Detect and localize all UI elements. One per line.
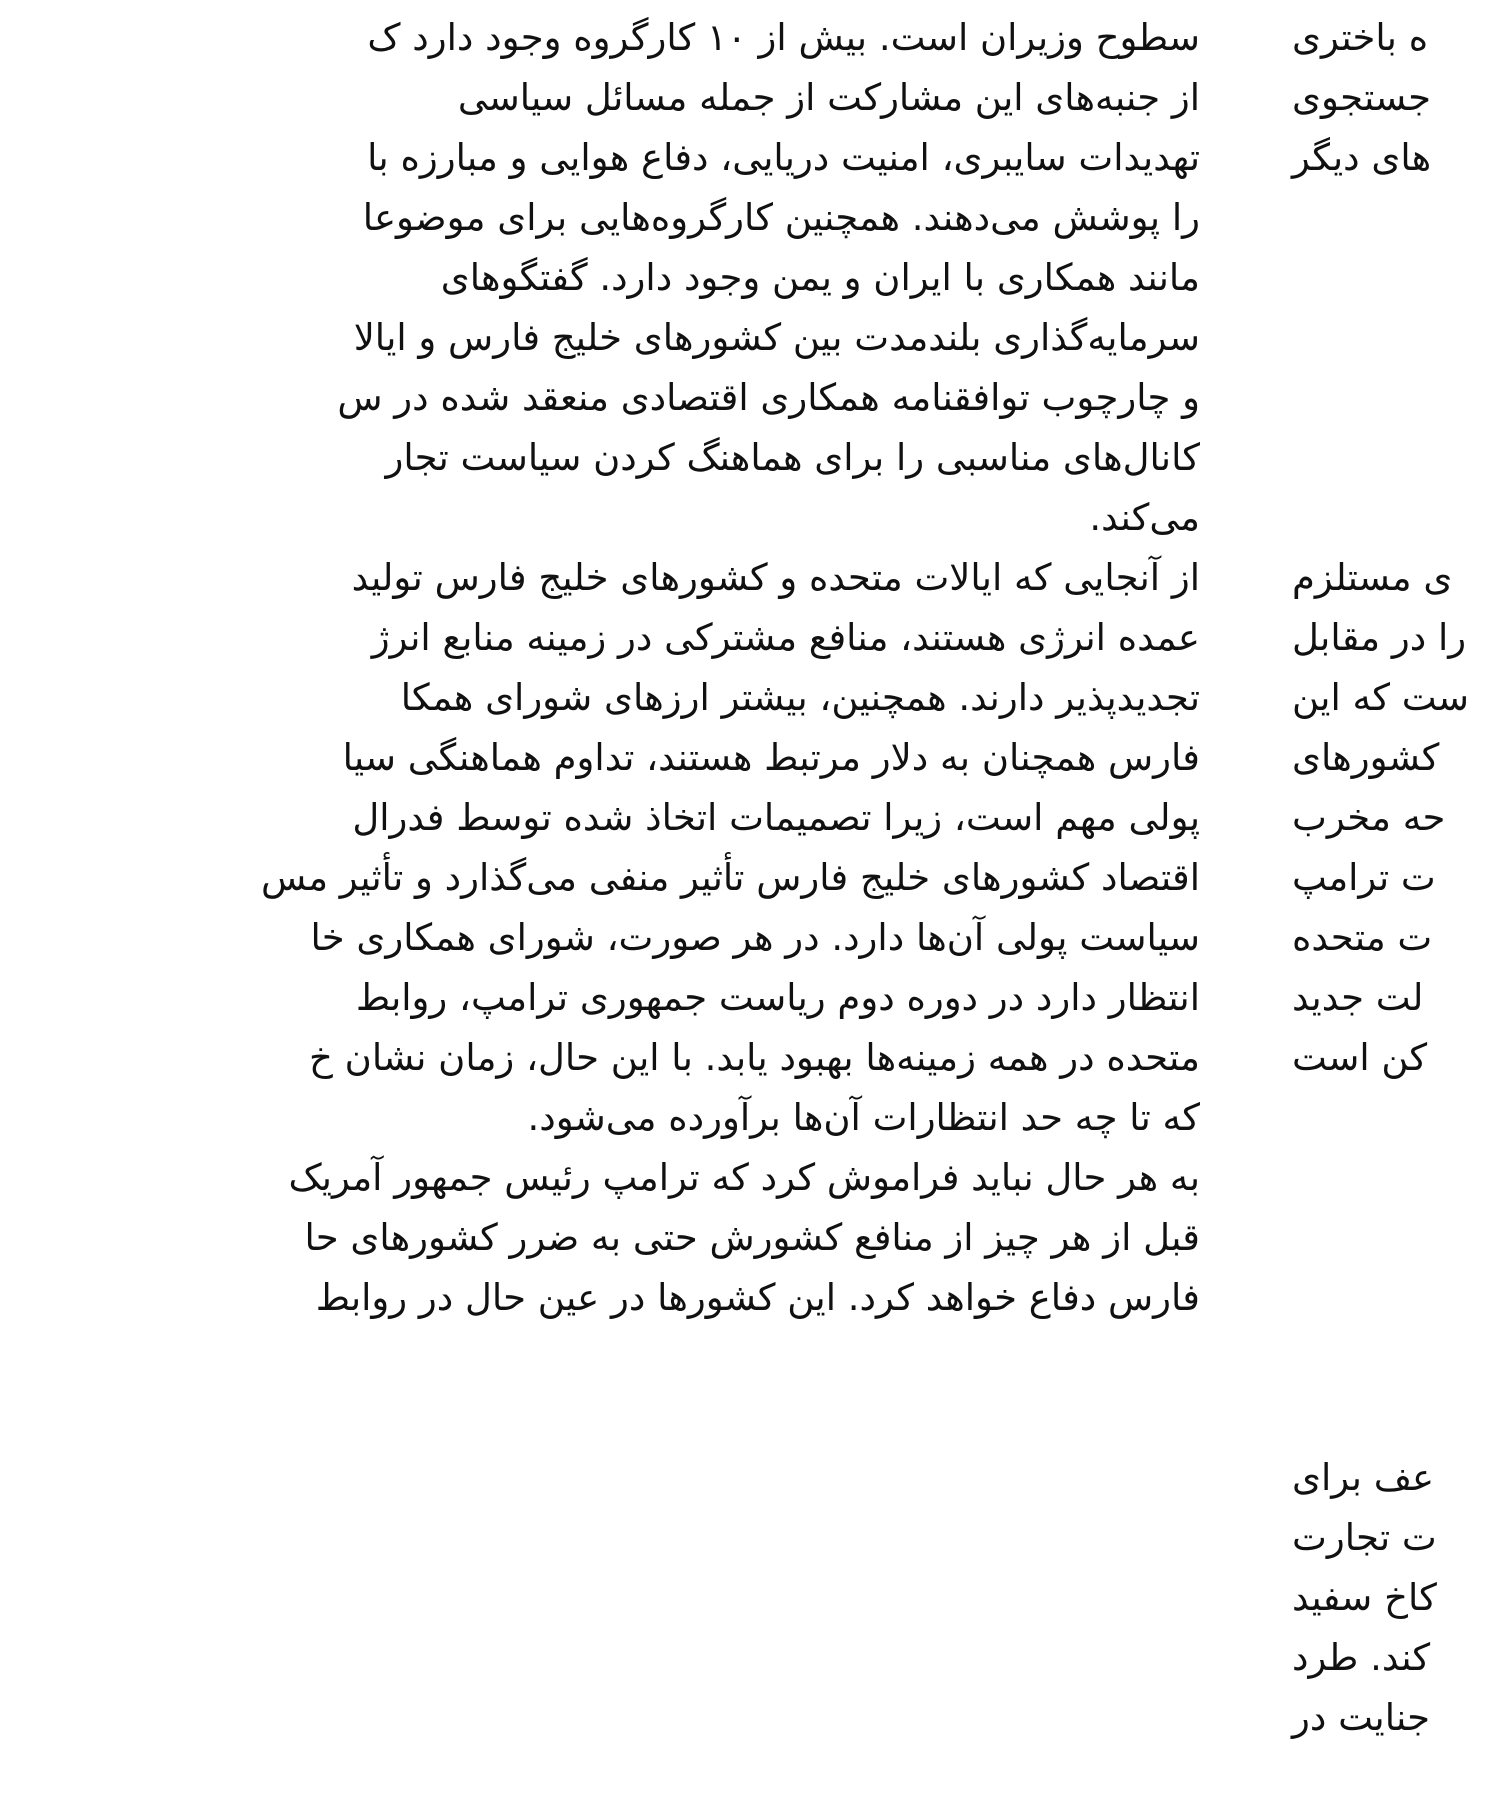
side-text-fragment: کشورهای (1292, 736, 1440, 779)
text-line: می‌کند. (1089, 496, 1200, 539)
text-line: کانال‌های مناسبی را برای هماهنگ کردن سیاست تجار (385, 436, 1200, 479)
side-text-fragment: را در مقابل (1292, 616, 1467, 659)
text-line: سیاست پولی آن‌ها دارد. در هر صورت، شورای همکاری خا (310, 916, 1200, 959)
text-line: از آنجایی که ایالات متحده و کشورهای خلیج فارس تولید (351, 556, 1200, 599)
side-text-fragment: جنایت در (1292, 1696, 1431, 1739)
text-line: انتظار دارد در دوره دوم ریاست جمهوری ترامپ، روابط (355, 976, 1200, 1019)
text-line: را پوشش می‌دهند. همچنین کارگروه‌هایی برای موضوعا (362, 196, 1200, 239)
side-text-fragment: جستجوی (1292, 76, 1432, 119)
side-text-fragment: کن است (1292, 1036, 1428, 1079)
text-line: متحده در همه زمینه‌ها بهبود یابد. با این حال، زمان نشان خ (309, 1036, 1200, 1079)
text-line: تجدیدپذیر دارند. همچنین، بیشتر ارزهای شورای همکا (400, 676, 1200, 719)
side-text-fragment: ه باختری (1292, 16, 1429, 59)
text-line: فارس دفاع خواهد کرد. این کشورها در عین حال در روابط (315, 1276, 1200, 1319)
text-line: از جنبه‌های این مشارکت از جمله مسائل سیاسی (457, 76, 1200, 119)
side-text-fragment: لت جدید (1292, 976, 1424, 1019)
side-text-fragment: ی مستلزم (1292, 556, 1453, 599)
side-text-fragment: ست که این (1292, 676, 1470, 719)
text-line: به هر حال نباید فراموش کرد که ترامپ رئیس جمهور آمریک (288, 1156, 1200, 1199)
side-text-fragment: ت متحده (1292, 916, 1433, 959)
text-line: فارس همچنان به دلار مرتبط هستند، تداوم هماهنگی سیا (342, 736, 1200, 779)
side-text-fragment: ت ترامپ (1292, 856, 1436, 899)
side-text-fragment: عف برای (1292, 1456, 1435, 1499)
text-line: پولی مهم است، زیرا تصمیمات اتخاذ شده توسط فدرال (352, 796, 1200, 839)
text-line: اقتصاد کشورهای خلیج فارس تأثیر منفی می‌گذارد و تأثیر مس (261, 856, 1200, 899)
side-text-fragment: های دیگر (1292, 136, 1432, 179)
text-line: که تا چه حد انتظارات آن‌ها برآورده می‌شود. (527, 1096, 1200, 1139)
text-line: و چارچوب توافقنامه همکاری اقتصادی منعقد شده در س (337, 376, 1200, 419)
side-text-fragment: کاخ سفید (1292, 1576, 1437, 1619)
text-line: مانند همکاری با ایران و یمن وجود دارد. گفتگوهای (440, 256, 1200, 299)
side-text-fragment: کند. طرد (1292, 1636, 1431, 1679)
text-line: تهدیدات سایبری، امنیت دریایی، دفاع هوایی و مبارزه با (367, 136, 1200, 179)
text-line: سطوح وزیران است. بیش از ۱۰ کارگروه وجود دارد ک (367, 16, 1200, 59)
text-line: قبل از هر چیز از منافع کشورش حتی به ضرر کشورهای حا (304, 1216, 1200, 1259)
text-line: سرمایه‌گذاری بلندمدت بین کشورهای خلیج فارس و ایالا (353, 316, 1200, 359)
side-text-fragment: حه مخرب (1292, 796, 1446, 839)
side-text-fragment: ت تجارت (1292, 1516, 1437, 1559)
text-line: عمده انرژی هستند، منافع مشترکی در زمینه منابع انرژ (371, 616, 1200, 659)
